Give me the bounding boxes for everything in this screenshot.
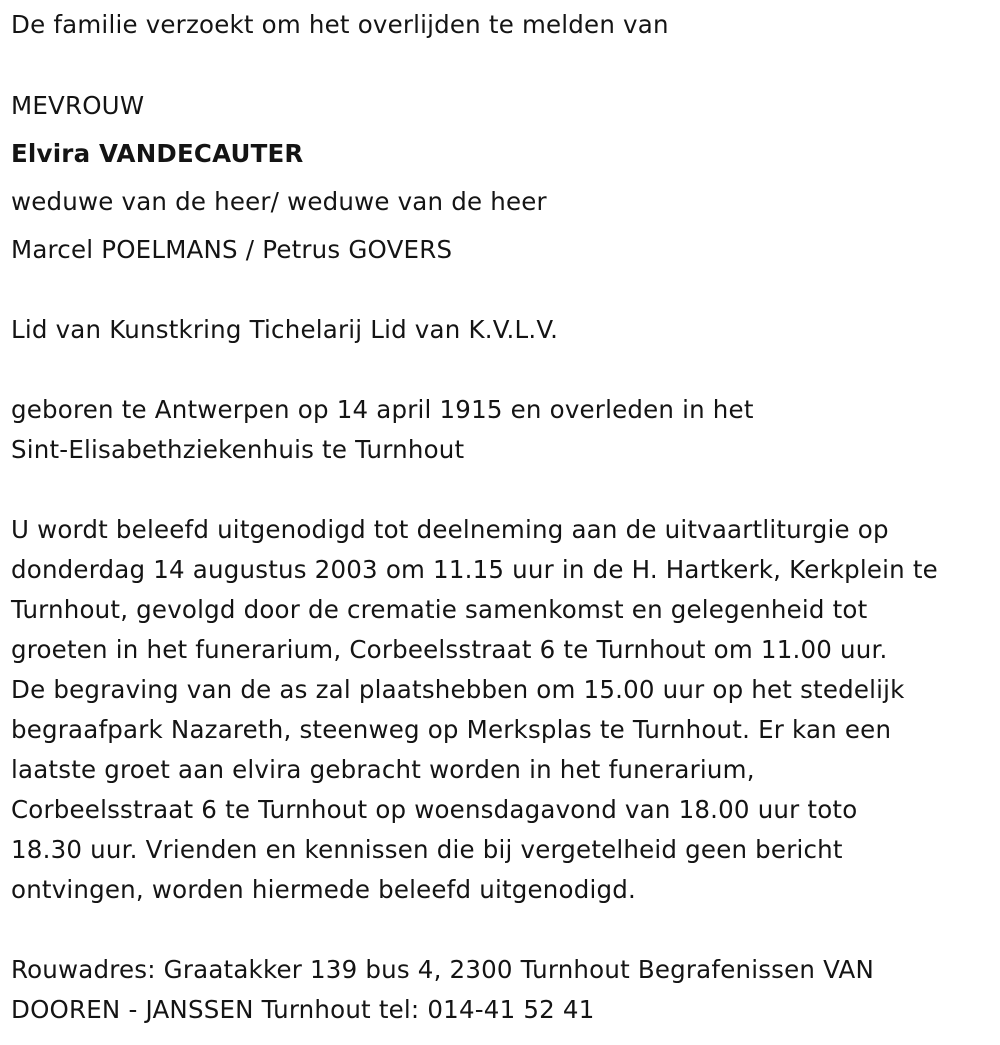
paragraph-line: 18.30 uur. Vrienden en kennissen die bij vergetelheid geen bericht — [11, 835, 843, 864]
paragraph-line: donderdag 14 augustus 2003 om 11.15 uur in de H. Hartkerk, Kerkplein te — [11, 555, 938, 584]
paragraph-line: De begraving van de as zal plaatshebben om 15.00 uur op het stedelijk — [11, 675, 905, 704]
spouses-text: Marcel POELMANS / Petrus GOVERS — [11, 235, 453, 264]
paragraph-line: DOOREN - JANSSEN Turnhout tel: 014-41 52 41 — [11, 995, 595, 1024]
paragraph-line: geboren te Antwerpen op 14 april 1915 en overleden in het — [11, 395, 754, 424]
paragraph-line: begraafpark Nazareth, steenweg op Merksplas te Turnhout. Er kan een — [11, 715, 892, 744]
paragraph-line: U wordt beleefd uitgenodigd tot deelneming aan de uitvaartliturgie op — [11, 515, 889, 544]
intro-text: De familie verzoekt om het overlijden te melden van — [11, 10, 669, 39]
birth-death-paragraph — [11, 390, 754, 470]
paragraph-line: Corbeelsstraat 6 te Turnhout op woensdagavond van 18.00 uur toto — [11, 795, 858, 824]
paragraph-line: laatste groet aan elvira gebracht worden in het funerarium, — [11, 755, 755, 784]
ceremony-paragraph — [11, 510, 938, 910]
paragraph-line: groeten in het funerarium, Corbeelsstraat 6 te Turnhout om 11.00 uur. — [11, 635, 888, 664]
deceased-name: Elvira VANDECAUTER — [11, 139, 304, 168]
address-paragraph — [11, 950, 874, 1030]
paragraph-line: Rouwadres: Graatakker 139 bus 4, 2300 Turnhout Begrafenissen VAN — [11, 955, 875, 984]
paragraph-line: ontvingen, worden hiermede beleefd uitgenodigd. — [11, 875, 636, 904]
salutation: MEVROUW — [11, 91, 145, 120]
paragraph-line: Sint-Elisabethziekenhuis te Turnhout — [11, 435, 465, 464]
paragraph-line: Turnhout, gevolgd door de crematie samenkomst en gelegenheid tot — [11, 595, 868, 624]
relation-text: weduwe van de heer/ weduwe van de heer — [11, 187, 547, 216]
memberships-text: Lid van Kunstkring Tichelarij Lid van K.V.L.V. — [11, 315, 559, 344]
